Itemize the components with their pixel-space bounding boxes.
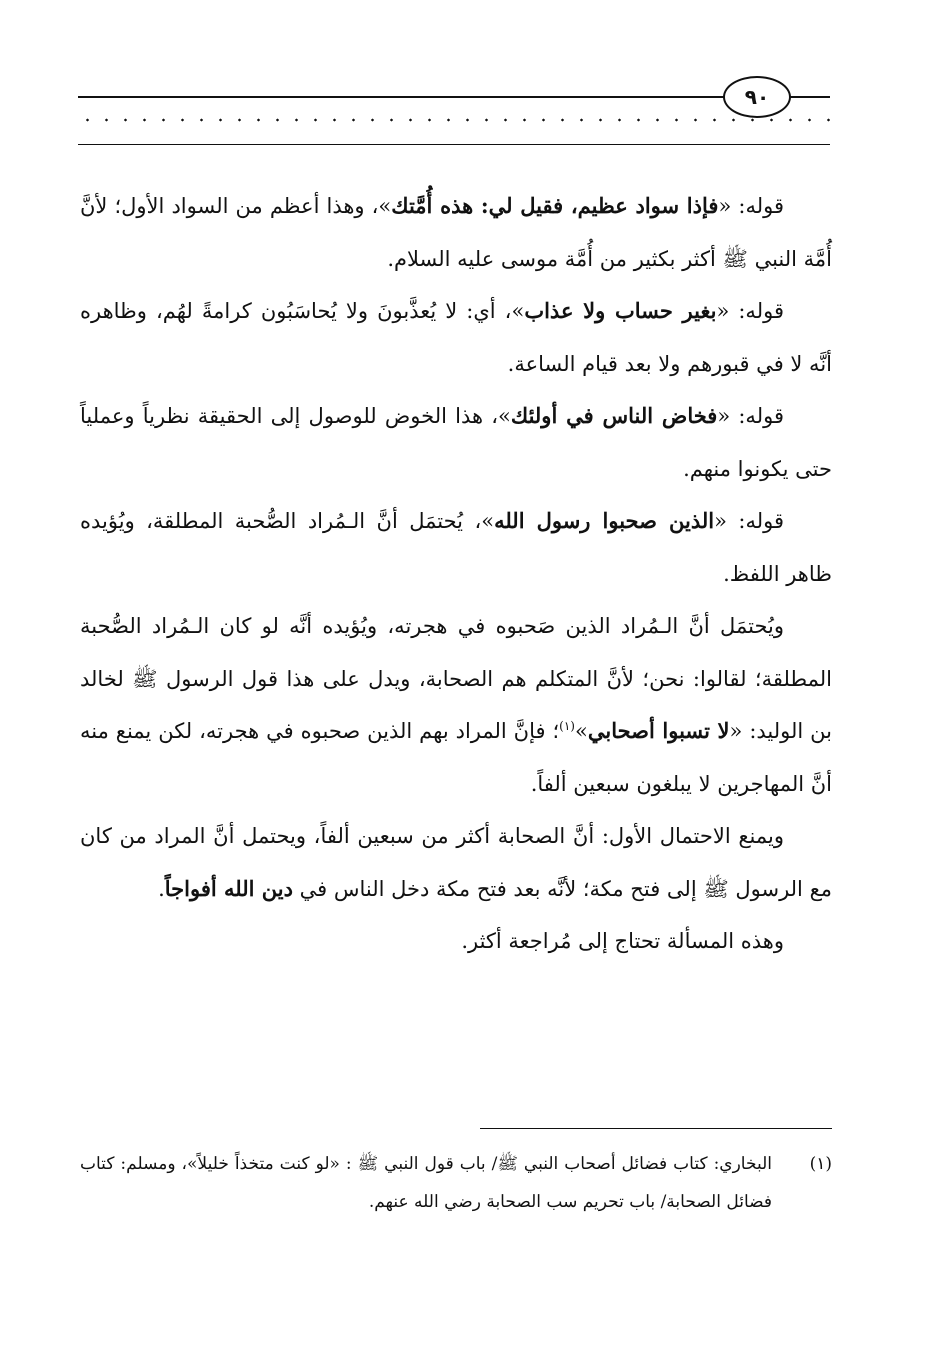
text-run: قوله: « — [718, 194, 784, 218]
footnote-separator — [480, 1128, 832, 1129]
quoted-phrase: الذين صحبوا رسول الله — [494, 508, 715, 533]
page-number: ٩٠ — [723, 76, 791, 118]
text-run: قوله: « — [717, 404, 784, 428]
text-run: قوله: « — [714, 509, 784, 533]
text-run: قوله: « — [716, 299, 784, 323]
header-rule-bottom — [78, 144, 830, 145]
paragraph — [80, 495, 832, 600]
paragraph — [80, 180, 832, 285]
quoted-phrase: دين الله أفواجاً — [164, 875, 293, 901]
text-run: » — [574, 719, 588, 743]
header-dotted-rule — [78, 118, 830, 122]
text-run: ويمنع الاحتمال الأول: أنَّ الصحابة أكثر من سبعين ألفاً، ويحتمل أنَّ المراد من كان مع الرسول ﷺ إلى فتح مكة؛ لأنَّه بعد فتح مكة دخل الناس في — [80, 824, 832, 901]
text-run: »، وهذا أعظم من السواد الأول؛ لأنَّ أُمَّة النبي ﷺ أكثر بكثير من أُمَّة موسى عليه السلام. — [80, 194, 832, 271]
footnote-number: (١) — [809, 1154, 832, 1174]
text-run: ؛ فإنَّ المراد بهم الذين صحبوه في هجرته، لكن يمنع منه أنَّ المهاجرين لا يبلغون سبعين ألفاً. — [80, 719, 832, 796]
footnote-item — [80, 1145, 832, 1221]
quoted-phrase: فخاض الناس في أولئك — [510, 403, 718, 428]
page-header — [78, 70, 830, 150]
paragraph — [80, 285, 832, 390]
quoted-phrase: بغير حساب ولا عذاب — [524, 298, 717, 323]
footnotes — [80, 1145, 832, 1221]
header-rule-top — [78, 96, 830, 98]
main-text — [80, 180, 832, 968]
quoted-phrase: لا تسبوا أصحابي — [587, 718, 730, 743]
text-run: »، يُحتمَل أنَّ الـمُراد الصُّحبة المطلقة، ويُؤيده ظاهر اللفظ. — [80, 509, 832, 586]
text-run: »، هذا الخوض للوصول إلى الحقيقة نظرياً وعملياً حتى يكونوا منهم. — [80, 404, 832, 481]
paragraph — [80, 915, 832, 968]
text-run: ويُحتمَل أنَّ الـمُراد الذين صَحبوه في هجرته، ويُؤيده أنَّه لو كان الـمُراد الصُّحبة المطلقة؛ لقالوا: نحن؛ لأنَّ المتكلم هم الصحابة، ويدل على هذا قول الرسول ﷺ لخالد بن الوليد: « — [80, 614, 832, 743]
paragraph — [80, 390, 832, 495]
text-run: . — [158, 876, 165, 901]
text-run: وهذه المسألة تحتاج إلى مُراجعة أكثر. — [461, 929, 784, 953]
text-run: »، أي: لا يُعذَّبونَ ولا يُحاسَبُون كرامةً لهُم، وظاهره أنَّه لا في قبورهم ولا بعد قيام الساعة. — [80, 299, 832, 376]
paragraph — [80, 810, 832, 915]
paragraph — [80, 600, 832, 810]
footnote-ref[interactable]: (١) — [559, 719, 575, 733]
quoted-phrase: فإذا سواد عظيم، فقيل لي: هذه أُمَّتك — [391, 193, 719, 218]
footnote-text: البخاري: كتاب فضائل أصحاب النبي ﷺ/ باب قول النبي ﷺ : «لو كنت متخذاً خليلاً»، ومسلم: كتاب فضائل الصحابة/ باب تحريم سب الصحابة رضي الله عنهم. — [80, 1154, 772, 1212]
